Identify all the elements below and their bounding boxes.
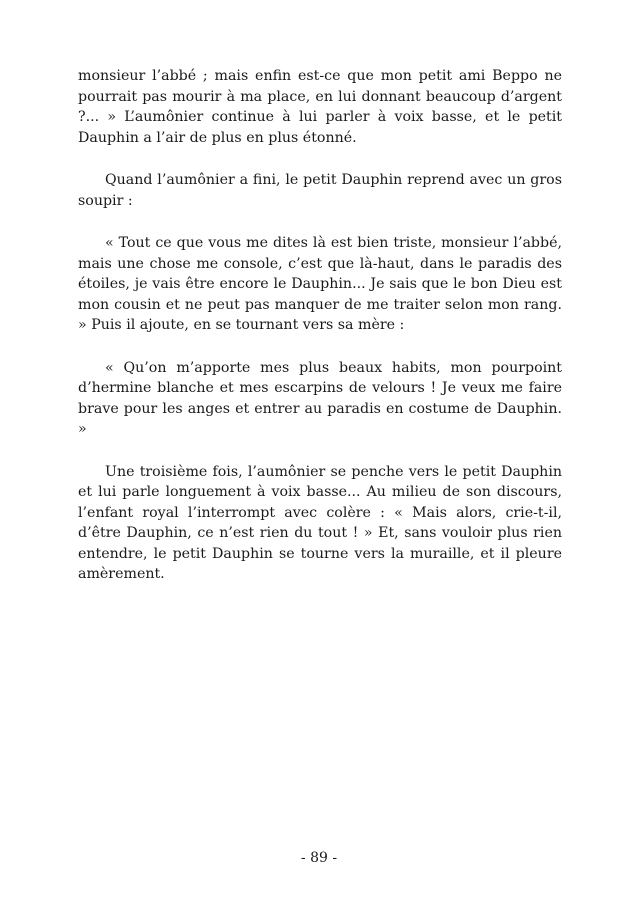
paragraph-1: monsieur l’abbé ; mais enfin est-ce que mon petit ami Beppo ne pourrait pas mourir à ma place, en lui donnant beaucoup d’argent ?... » L’aumônier continue à lui parler à voix basse, et le petit Dauphin a l’air de plus en plus étonné.	[78, 68, 562, 146]
paragraph-4: « Qu’on m’apporte mes plus beaux habits, mon pourpoint d’hermine blanche et mes escarpins de velours ! Je veux me faire brave pour les anges et entrer au paradis en costume de Dauphin. »	[78, 359, 562, 437]
paragraph-2: Quand l’aumônier a fini, le petit Dauphin reprend avec un gros soupir :	[78, 172, 562, 209]
page-number: - 89 -	[300, 850, 338, 866]
page-body	[78, 66, 562, 607]
paragraph-3: « Tout ce que vous me dites là est bien triste, monsieur l’abbé, mais une chose me console, c’est que là-haut, dans le paradis des étoiles, je vais être encore le Dauphin... Je sais que le bon Dieu est mon cousin et ne peut pas manquer de me traiter selon mon rang. » Puis il ajoute, en se tournant vers sa mère :	[78, 235, 562, 333]
paragraph-5: Une troisième fois, l’aumônier se penche vers le petit Dauphin et lui parle longuement à voix basse... Au milieu de son discours, l’enfant royal l’interrompt avec colère : « Mais alors, crie-t-il, d’être Dauphin, ce n’est rien du tout ! » Et, sans vouloir plus rien entendre, le petit Dauphin se tourne vers la muraille, et il pleure amèrement.	[78, 463, 562, 582]
